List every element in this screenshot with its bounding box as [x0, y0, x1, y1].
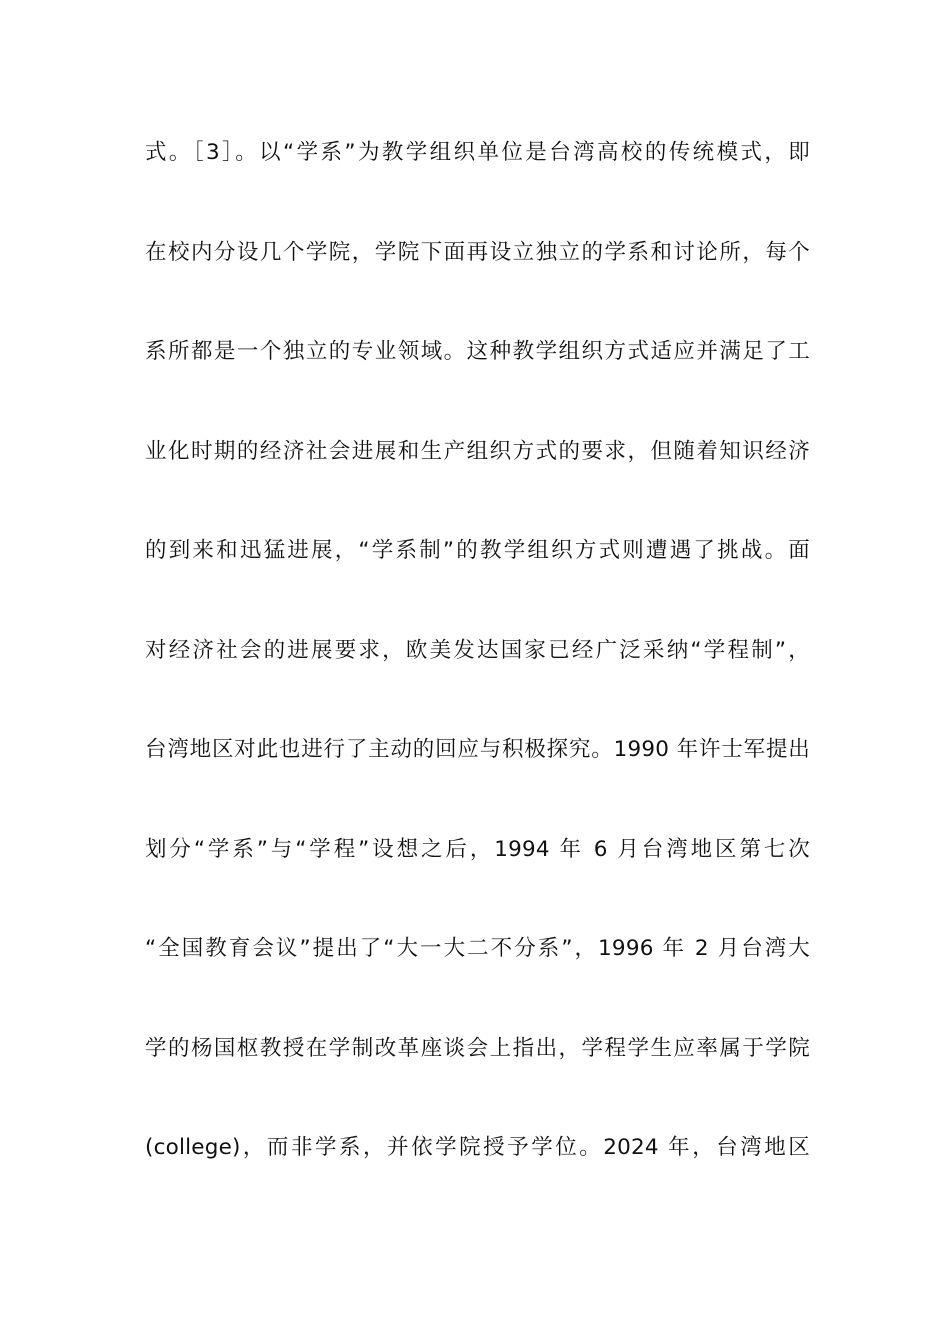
text-line: 台湾地区对此也进行了主动的回应与积极探究。1990 年许士军提出 [145, 737, 810, 762]
text-line: 系所都是一个独立的专业领域。这种教学组织方式适应并满足了工 [145, 339, 810, 364]
text-line: (college)，而非学系，并依学院授予学位。2024 年，台湾地区 [145, 1135, 810, 1160]
text-line: 式。［3］。以“学系”为教学组织单位是台湾高校的传统模式，即 [145, 140, 810, 165]
text-line: 划分“学系”与“学程”设想之后，1994 年 6 月台湾地区第七次 [145, 836, 810, 862]
text-line: 的到来和迅猛进展，“学系制”的教学组织方式则遭遇了挑战。面 [145, 538, 810, 563]
text-line: 在校内分设几个学院，学院下面再设立独立的学系和讨论所，每个 [145, 239, 810, 265]
text-line: 对经济社会的进展要求，欧美发达国家已经广泛采纳“学程制”， [145, 637, 810, 663]
text-line: “全国教育会议”提出了“大一大二不分系”，1996 年 2 月台湾大 [145, 936, 810, 961]
text-line: 学的杨国枢教授在学制改革座谈会上指出，学程学生应率属于学院 [145, 1035, 810, 1061]
text-line: 业化时期的经济社会进展和生产组织方式的要求，但随着知识经济 [145, 438, 810, 464]
body-text [145, 131, 810, 1226]
